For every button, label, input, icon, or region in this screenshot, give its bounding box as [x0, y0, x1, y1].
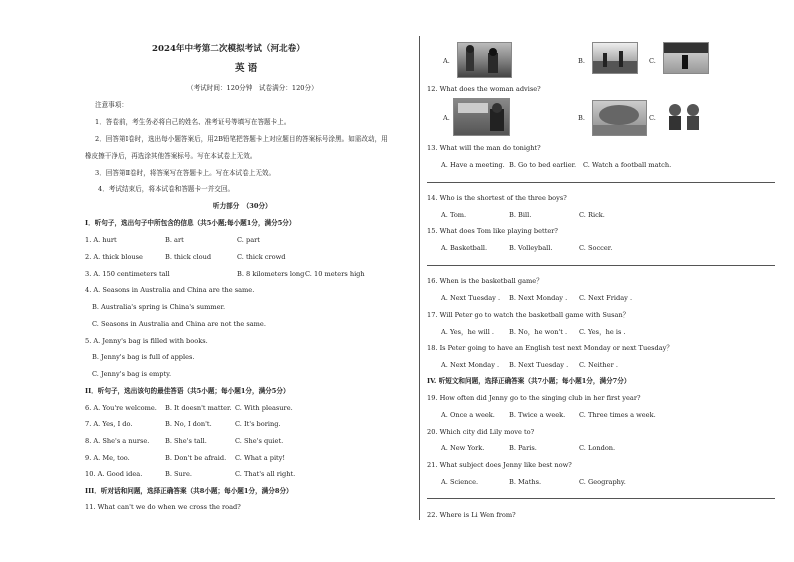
section-3-title: III．听对话和问题，选择正确答案（共8小题；每小题1分，满分8分）	[85, 487, 293, 495]
column-divider	[419, 36, 420, 520]
q8-option-b: B. She's tall.	[165, 437, 207, 445]
q19-option-a: A. Once a week.	[441, 411, 495, 419]
section-4-title: IV. 听短文和问题，选择正确答案（共7小题；每小题1分，满分7分）	[427, 377, 631, 385]
q17-question: 17. Will Peter go to watch the basketball game with Susan？	[427, 311, 630, 319]
q8-option-c: C. She's quiet.	[235, 437, 284, 445]
q6-option-a: 6. A. You're welcome.	[85, 404, 157, 412]
q17-option-c: C. Yes，he is .	[579, 328, 626, 336]
q10-option-a: 10. A. Good idea.	[85, 470, 143, 478]
q17-option-a: A. Yes，he will .	[441, 328, 495, 336]
q5-option-b: B. Jenny's bag is full of apples.	[92, 353, 195, 361]
q11-question: 11. What can't we do when we cross the road?	[85, 503, 241, 511]
q9-option-c: C. What a pity!	[235, 454, 286, 462]
q3-option-c: C. 10 meters high	[305, 270, 365, 278]
q20-option-a: A. New York.	[441, 444, 485, 452]
q21-option-b: B. Maths.	[509, 478, 542, 486]
q21-option-a: A. Science.	[441, 478, 479, 486]
rule	[427, 182, 775, 183]
q20-option-b: B. Paris.	[509, 444, 537, 452]
q18-question: 18. Is Peter going to have an English test next Monday or next Tuesday？	[427, 344, 673, 352]
q11-option-b-photo	[592, 42, 638, 74]
notice-item: 橡皮擦干净后，再选涂其他答案标号。写在本试卷上无效。	[85, 152, 257, 160]
q19-option-b: B. Twice a week.	[509, 411, 566, 419]
q19-question: 19. How often did Jenny go to the singing club in her first year?	[427, 394, 641, 402]
q12-option-c-label: C.	[649, 114, 656, 122]
q1-option-c: C. part	[237, 236, 260, 244]
rule	[427, 498, 775, 499]
q21-option-c: C. Geography.	[579, 478, 626, 486]
q4-option-a: 4. A. Seasons in Australia and China are the same.	[85, 286, 255, 294]
exam-title: 2024年中考第二次模拟考试（河北卷）	[152, 44, 305, 54]
notice-item: 3．回答第Ⅱ卷时，将答案写在答题卡上。写在本试卷上无效。	[95, 169, 276, 177]
q1-option-a: 1. A. hurt	[85, 236, 117, 244]
q8-option-a: 8. A. She's a nurse.	[85, 437, 150, 445]
q9-option-b: B. Don't be afraid.	[165, 454, 227, 462]
q3-option-b: B. 8 kilometers long	[237, 270, 305, 278]
q13-option-c: C. Watch a football match.	[583, 161, 672, 169]
q13-option-a: A. Have a meeting.	[441, 161, 505, 169]
q9-option-a: 9. A. Me, too.	[85, 454, 130, 462]
q16-option-c: C. Next Friday .	[579, 294, 633, 302]
q7-option-a: 7. A. Yes, I do.	[85, 420, 133, 428]
q13-question: 13. What will the man do tonight?	[427, 144, 541, 152]
q11-option-c-photo	[663, 42, 709, 74]
q14-option-a: A. Tom.	[441, 211, 467, 219]
rule	[427, 265, 775, 266]
q3-option-a: 3. A. 150 centimeters tall	[85, 270, 170, 278]
q12-option-c-picture	[663, 100, 707, 134]
q2-option-c: C. thick crowd	[237, 253, 286, 261]
q2-option-a: 2. A. thick blouse	[85, 253, 143, 261]
q15-option-c: C. Soccer.	[579, 244, 613, 252]
q1-option-b: B. art	[165, 236, 184, 244]
q7-option-c: C. It's boring.	[235, 420, 281, 428]
notice-item: 1．答卷前，考生务必将自己的姓名、准考证号等填写在答题卡上。	[95, 118, 291, 126]
q21-question: 21. What subject does Jenny like best now?	[427, 461, 572, 469]
q12-question: 12. What does the woman advise?	[427, 85, 541, 93]
section-1-title: I．听句子，选出句子中所包含的信息（共5小题;每小题1分，满分5分）	[85, 219, 296, 227]
q18-option-c: C. Neither .	[579, 361, 618, 369]
q14-option-b: B. Bill.	[509, 211, 532, 219]
q10-option-b: B. Sure.	[165, 470, 192, 478]
exam-info: （考试时间：120分钟 试卷满分：120分）	[187, 84, 318, 92]
q12-option-b-photo	[592, 100, 647, 136]
q20-option-c: C. London.	[579, 444, 616, 452]
q20-question: 20. Which city did Lily move to?	[427, 428, 535, 436]
q16-option-a: A. Next Tuesday .	[441, 294, 501, 302]
subject-title: 英 语	[235, 63, 258, 74]
notice-item: 4．考试结束后，将本试卷和答题卡一并交回。	[98, 185, 235, 193]
q11-option-a-label: A.	[443, 57, 450, 65]
q5-option-a: 5. A. Jenny's bag is filled with books.	[85, 337, 208, 345]
notice-heading: 注意事项：	[95, 101, 128, 109]
q11-option-c-label: C.	[649, 57, 656, 65]
q7-option-b: B. No, I don't.	[165, 420, 212, 428]
q12-option-b-label: B.	[578, 114, 585, 122]
q4-option-c: C. Seasons in Australia and China are not the same.	[92, 320, 266, 328]
q6-option-c: C. With pleasure.	[235, 404, 293, 412]
q14-option-c: C. Rick.	[579, 211, 605, 219]
q17-option-b: B. No，he won't .	[509, 328, 568, 336]
q18-option-a: A. Next Monday .	[441, 361, 500, 369]
q15-option-a: A. Basketball.	[441, 244, 488, 252]
q13-option-b: B. Go to bed earlier.	[509, 161, 577, 169]
q11-option-b-label: B.	[578, 57, 585, 65]
q5-option-c: C. Jenny's bag is empty.	[92, 370, 172, 378]
q15-question: 15. What does Tom like playing better?	[427, 227, 558, 235]
q12-option-a-photo	[453, 98, 510, 136]
q19-option-c: C. Three times a week.	[579, 411, 656, 419]
listening-title: 听力部分 （30分）	[213, 202, 272, 210]
notice-item: 2．回答第Ⅰ卷时，选出每小题答案后，用2B铅笔把答题卡上对应题目的答案标号涂黑。如需改动，用	[95, 135, 388, 143]
q16-question: 16. When is the basketball game？	[427, 277, 543, 285]
section-2-title: II．听句子，选出该句的最佳答语（共5小题；每小题1分，满分5分）	[85, 387, 290, 395]
q12-option-a-label: A.	[443, 114, 450, 122]
q14-question: 14. Who is the shortest of the three boys?	[427, 194, 567, 202]
q15-option-b: B. Volleyball.	[509, 244, 553, 252]
q2-option-b: B. thick cloud	[165, 253, 212, 261]
q18-option-b: B. Next Tuesday .	[509, 361, 569, 369]
q4-option-b: B. Australia's spring is China's summer.	[92, 303, 226, 311]
q6-option-b: B. It doesn't matter.	[165, 404, 232, 412]
q10-option-c: C. That's all right.	[235, 470, 296, 478]
q16-option-b: B. Next Monday .	[509, 294, 568, 302]
q11-option-a-photo	[457, 42, 512, 78]
q22-question: 22. Where is Li Wen from?	[427, 511, 516, 519]
